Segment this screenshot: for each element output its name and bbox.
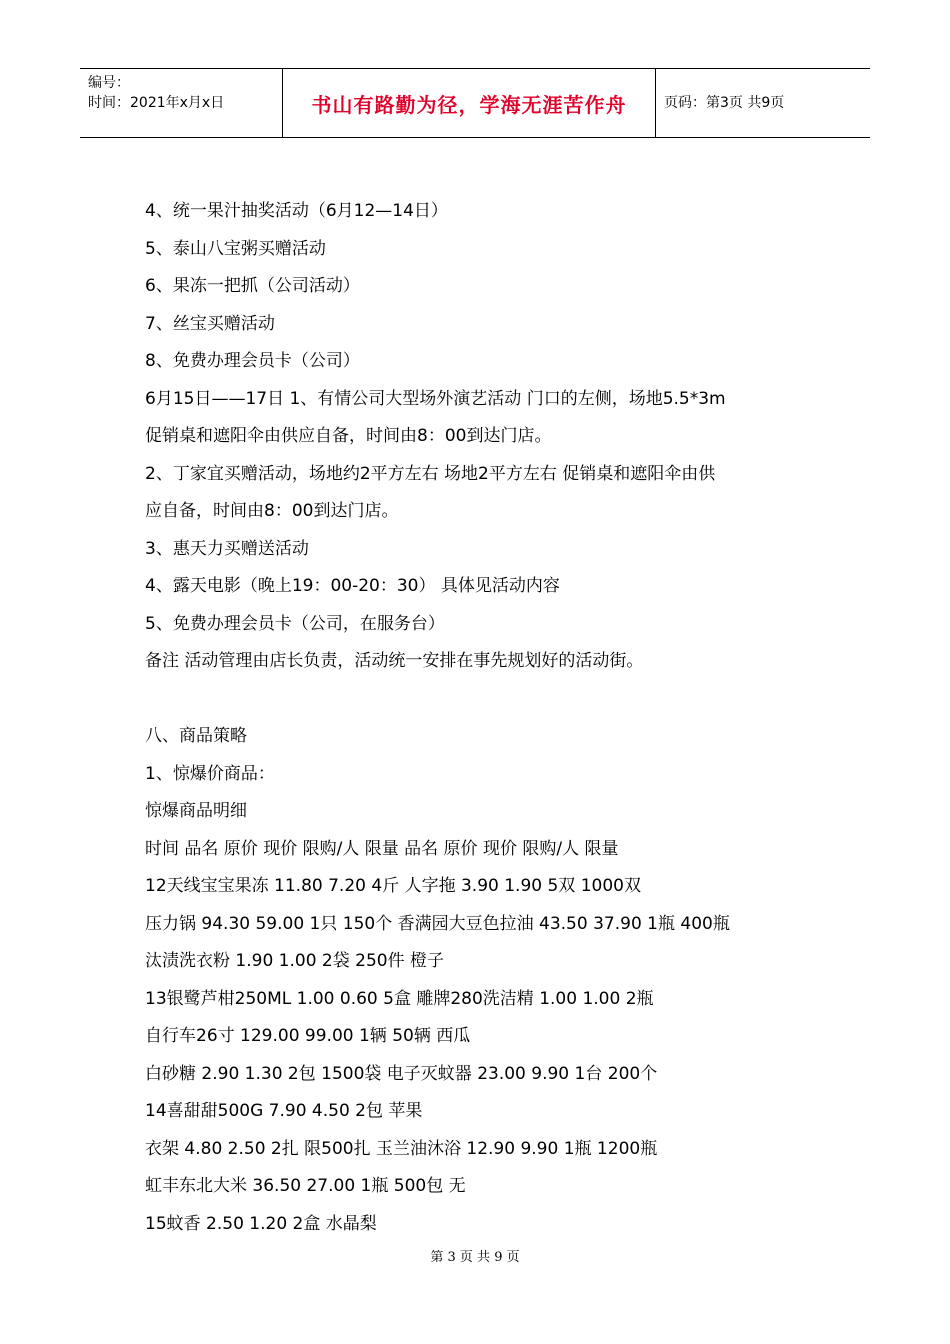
document-body — [145, 193, 845, 1243]
table-row: 白砂糖 2.90 1.30 2包 1500袋 电子灭蚊器 23.00 9.90 1台 200个 — [145, 1063, 658, 1084]
time-label: 时间：2021年x月x日 — [88, 95, 225, 111]
table-row: 15蚊香 2.50 1.20 2盒 水晶梨 — [145, 1213, 377, 1234]
number-label: 编号： — [88, 75, 130, 91]
table-row: 汰渍洗衣粉 1.90 1.00 2袋 250件 橙子 — [145, 951, 444, 971]
table-row: 压力锅 94.30 59.00 1只 150个 香满园大豆色拉油 43.50 37.90 1瓶 400瓶 — [145, 913, 730, 934]
text-line: 2、丁家宜买赠活动，场地约2平方左右 场地2平方左右 促销桌和遮阳伞由供 — [145, 463, 716, 484]
table-row: 衣架 4.80 2.50 2扎 限500扎 玉兰油沐浴 12.90 9.90 1瓶 1200瓶 — [145, 1138, 658, 1159]
text-line: 6月15日——17日 1、有情公司大型场外演艺活动 门口的左侧，场地5.5*3m — [145, 388, 726, 409]
page-header — [80, 68, 870, 138]
table-row: 自行车26寸 129.00 99.00 1辆 50辆 西瓜 — [145, 1026, 471, 1046]
header-meta — [88, 73, 224, 113]
text-line: 5、泰山八宝粥买赠活动 — [145, 238, 326, 259]
text-line: 备注 活动管理由店长负责，活动统一安排在事先规划好的活动街。 — [145, 651, 644, 671]
text-line: 惊爆商品明细 — [145, 801, 247, 821]
header-motto: 书山有路勤为径，学海无涯苦作舟 — [282, 69, 656, 137]
page-footer: 第 3 页 共 9 页 — [430, 1250, 520, 1265]
table-row: 14喜甜甜500G 7.90 4.50 2包 苹果 — [145, 1101, 423, 1121]
section-heading: 八、商品策略 — [145, 726, 247, 746]
table-row: 虹丰东北大米 36.50 27.00 1瓶 500包 无 — [145, 1176, 466, 1196]
text-line: 8、免费办理会员卡（公司） — [145, 351, 360, 371]
text-line: 促销桌和遮阳伞由供应自备，时间由8：00到达门店。 — [145, 426, 552, 446]
text-line: 3、惠天力买赠送活动 — [145, 538, 309, 559]
blank-line — [145, 681, 845, 719]
table-header-line: 时间 品名 原价 现价 限购/人 限量 品名 原价 现价 限购/人 限量 — [145, 838, 619, 859]
text-line: 5、免费办理会员卡（公司，在服务台） — [145, 613, 445, 634]
table-row: 13银鹭芦柑250ML 1.00 0.60 5盒 雕牌280洗洁精 1.00 1.00 2瓶 — [145, 988, 654, 1009]
text-line: 4、露天电影（晚上19：00-20：30） 具体见活动内容 — [145, 576, 560, 596]
text-line: 7、丝宝买赠活动 — [145, 313, 275, 334]
text-line: 应自备，时间由8：00到达门店。 — [145, 501, 399, 521]
header-page-info: 页码：第3页 共9页 — [664, 95, 785, 111]
table-row: 12天线宝宝果冻 11.80 7.20 4斤 人字拖 3.90 1.90 5双 1000双 — [145, 876, 641, 896]
text-line: 1、惊爆价商品： — [145, 763, 275, 784]
text-line: 4、统一果汁抽奖活动（6月12—14日） — [145, 201, 448, 221]
text-line: 6、果冻一把抓（公司活动） — [145, 276, 360, 296]
